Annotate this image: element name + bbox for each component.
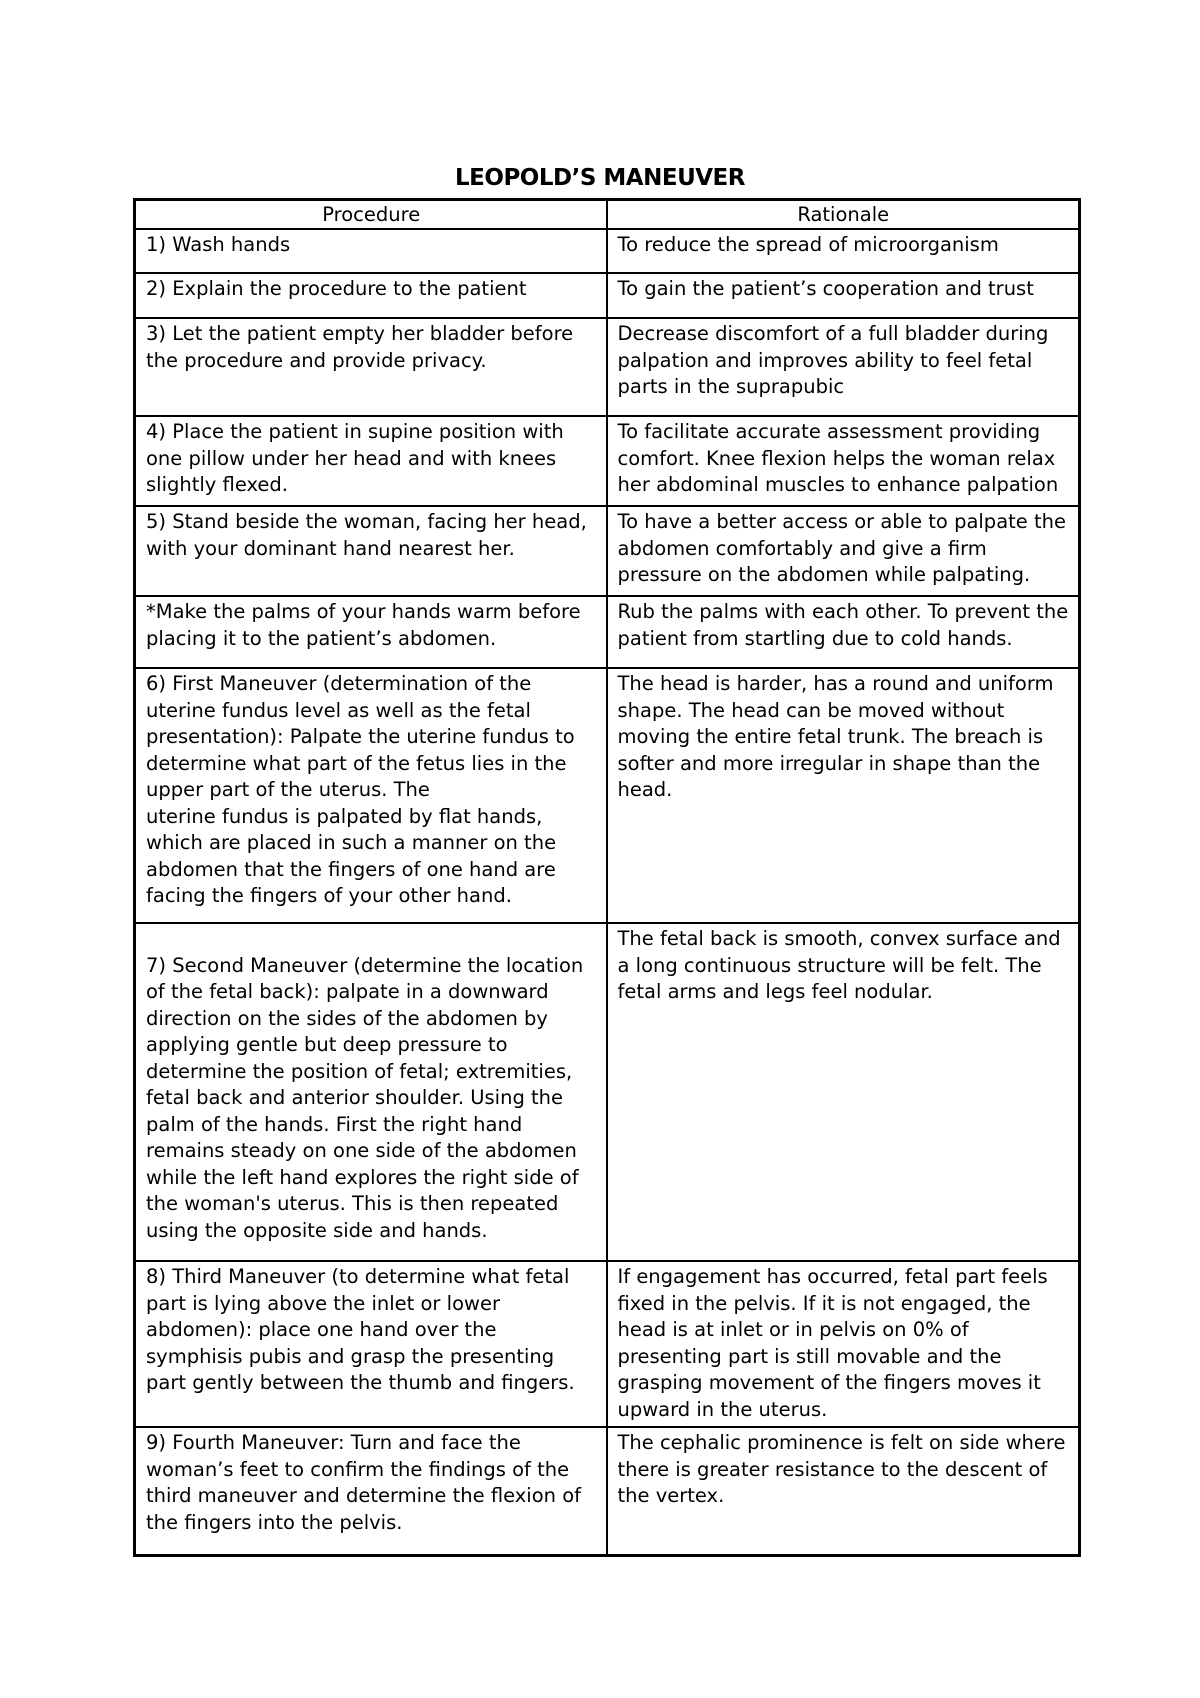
procedure-text: 4) Place the patient in supine position with one pillow under her head and with knees slightly flexed. [146, 420, 564, 496]
procedure-text: 1) Wash hands [146, 233, 291, 256]
rationale-cell [607, 229, 1080, 273]
rationale-cell [607, 1261, 1080, 1427]
rationale-cell [607, 668, 1080, 923]
rationale-cell [607, 1427, 1080, 1555]
rationale-text: Decrease discomfort of a full bladder during palpation and improves ability to feel fetal parts in the suprapubic [617, 322, 1049, 398]
table-row [135, 318, 1080, 416]
procedure-cell [135, 273, 607, 318]
rationale-text: To reduce the spread of microorganism [617, 233, 999, 256]
rationale-text: To facilitate accurate assessment providing comfort. Knee flexion helps the woman relax her abdominal muscles to enhance palpation [617, 420, 1059, 496]
rationale-cell [607, 318, 1080, 416]
rationale-text: The head is harder, has a round and uniform shape. The head can be moved without moving the entire fetal trunk. The breach is softer and more irregular in shape than the head. [617, 672, 1054, 801]
procedure-cell [135, 923, 607, 1261]
procedure-text: 9) Fourth Maneuver: Turn and face the woman’s feet to confirm the findings of the third maneuver and determine the flexion of the fingers into the pelvis. [146, 1431, 582, 1534]
procedure-cell [135, 1427, 607, 1555]
rationale-cell [607, 596, 1080, 668]
procedure-cell [135, 416, 607, 506]
rationale-text: The cephalic prominence is felt on side where there is greater resistance to the descent of the vertex. [617, 1431, 1066, 1507]
procedure-text: 3) Let the patient empty her bladder before the procedure and provide privacy. [146, 322, 574, 372]
header-rationale: Rationale [607, 200, 1080, 230]
table-row [135, 923, 1080, 1261]
table-row [135, 506, 1080, 596]
table-row [135, 596, 1080, 668]
rationale-text: If engagement has occurred, fetal part feels fixed in the pelvis. If it is not engaged, the head is at inlet or in pelvis on 0% of presenting part is still movable and the grasping movement of the fingers moves it upward in the uterus. [617, 1265, 1048, 1421]
table-row [135, 1261, 1080, 1427]
rationale-cell [607, 506, 1080, 596]
procedure-text: 8) Third Maneuver (to determine what fetal part is lying above the inlet or lower abdomen): place one hand over the symphisis pubis and grasp the presenting part gently between the thumb and fingers. [146, 1265, 575, 1394]
procedure-cell [135, 229, 607, 273]
rationale-cell [607, 273, 1080, 318]
procedure-cell [135, 1261, 607, 1427]
procedure-cell [135, 506, 607, 596]
rationale-text: The fetal back is smooth, convex surface and a long continuous structure will be felt. The fetal arms and legs feel nodular. [617, 927, 1061, 1003]
procedure-cell [135, 668, 607, 923]
procedure-text: 7) Second Maneuver (determine the location of the fetal back): palpate in a downward direction on the sides of the abdomen by applying gentle but deep pressure to determine the position of fetal; extremities, fetal back and anterior shoulder. Using the palm of the hands. First the right hand remains steady on one side of the abdomen while the left hand explores the right side of the woman's uterus. This is then repeated using the opposite side and hands. [146, 953, 584, 1242]
procedure-text: 6) First Maneuver (determination of the uterine fundus level as well as the fetal presentation): Palpate the uterine fundus to determine what part of the fetus lies in the upper part of the uterus. The uterine fundus is palpated by flat hands, which are placed in such a manner on the abdomen that the fingers of one hand are facing the fingers of your other hand. [146, 672, 575, 907]
rationale-cell [607, 923, 1080, 1261]
page-title: LEOPOLD’S MANEUVER [455, 165, 745, 192]
table-row [135, 416, 1080, 506]
procedure-text: *Make the palms of your hands warm before placing it to the patient’s abdomen. [146, 600, 581, 650]
table-row [135, 273, 1080, 318]
rationale-cell [607, 416, 1080, 506]
rationale-text: To have a better access or able to palpate the abdomen comfortably and give a firm pressure on the abdomen while palpating. [617, 510, 1066, 586]
rationale-text: Rub the palms with each other. To prevent the patient from startling due to cold hands. [617, 600, 1069, 650]
table-row [135, 1427, 1080, 1555]
procedure-table [133, 198, 1081, 1557]
header-procedure: Procedure [135, 200, 607, 230]
procedure-text: 5) Stand beside the woman, facing her head, with your dominant hand nearest her. [146, 510, 587, 560]
procedure-text: 2) Explain the procedure to the patient [146, 277, 527, 300]
procedure-cell [135, 318, 607, 416]
table-row [135, 229, 1080, 273]
header-row [135, 200, 1080, 230]
table-row [135, 668, 1080, 923]
rationale-text: To gain the patient’s cooperation and trust [617, 277, 1034, 300]
procedure-cell [135, 596, 607, 668]
